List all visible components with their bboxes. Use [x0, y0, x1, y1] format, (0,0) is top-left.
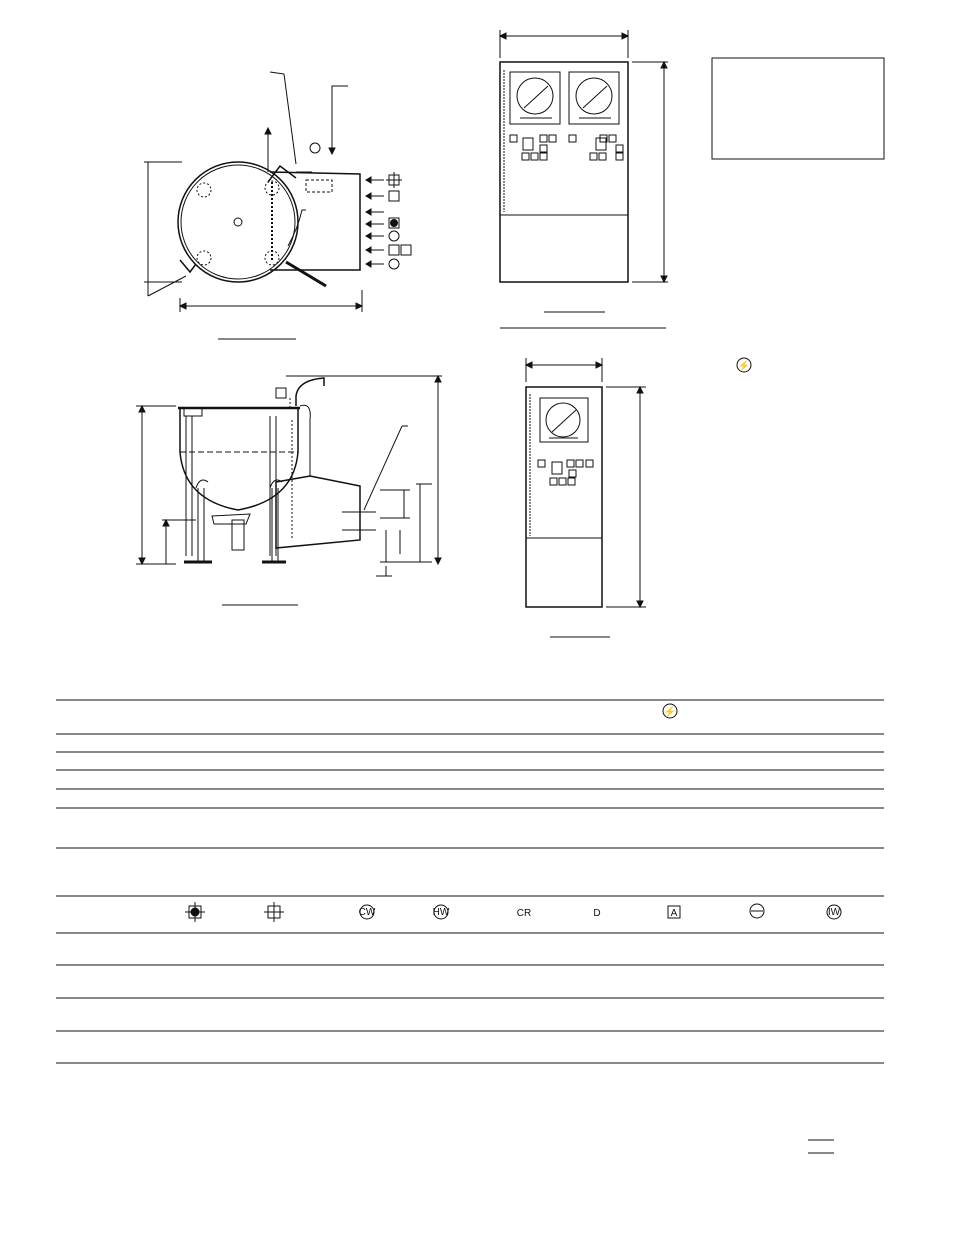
spec-table [56, 700, 884, 1063]
top-view [144, 72, 411, 339]
cw-label: CW [358, 907, 376, 918]
drain-icon [750, 904, 764, 918]
connection-arrows [366, 172, 411, 269]
a-label: A [670, 908, 678, 919]
note-box [712, 58, 884, 159]
svg-text:⚡: ⚡ [737, 361, 751, 372]
filled-target-icon [185, 902, 205, 922]
hw-label: HW [432, 907, 450, 918]
cr-label: CR [516, 908, 532, 919]
front-view [136, 376, 442, 605]
double-control-cabinet [500, 30, 668, 328]
electric-symbol-icon [737, 358, 751, 372]
iw-label: IW [827, 907, 841, 918]
table-electric-icon [663, 704, 677, 718]
single-control-cabinet [526, 358, 646, 637]
svg-text:⚡: ⚡ [663, 707, 677, 718]
d-label: D [593, 908, 601, 919]
open-target-icon [264, 902, 284, 922]
